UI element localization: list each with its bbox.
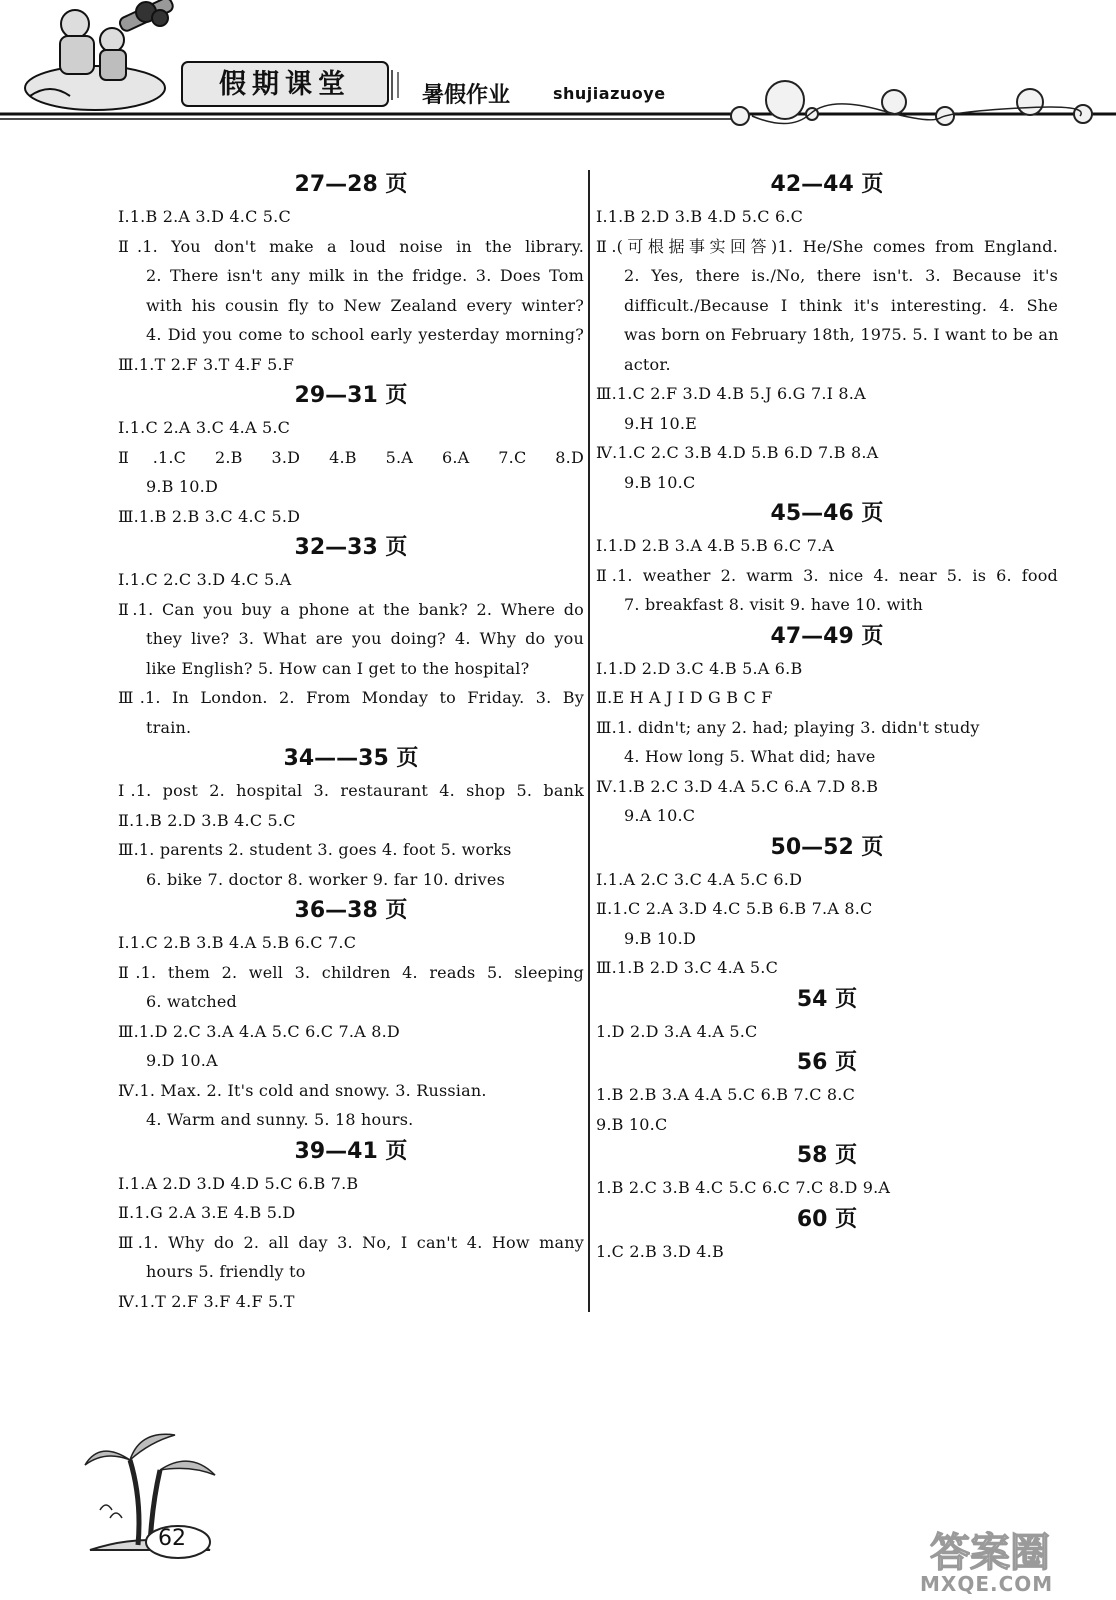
answer-line: Ⅲ.1. didn't; any 2. had; playing 3. didn't study xyxy=(596,717,980,737)
answer-line: 9.H 10.E xyxy=(624,413,698,433)
answer-line: Ⅱ.E H A J I D G B C F xyxy=(596,688,773,707)
answer-line: they live? 3. What are you doing? 4. Why do you xyxy=(146,629,584,648)
brand-title: 假期课堂 xyxy=(219,69,351,100)
answer-line: 9.D 10.A xyxy=(146,1051,218,1070)
section-title: 29—31 页 xyxy=(294,383,408,408)
answer-line: train. xyxy=(146,717,192,737)
answer-column-right xyxy=(596,168,1058,1266)
answer-line: 9.B 10.C xyxy=(624,472,696,492)
page-header xyxy=(0,0,1116,140)
answer-line: Ⅱ.(可根据事实回答)1. He/She comes from England. xyxy=(596,236,1058,256)
answer-line: Ⅰ.1.A 2.D 3.D 4.D 5.C 6.B 7.B xyxy=(118,1173,359,1193)
answer-line: Ⅳ.1.C 2.C 3.B 4.D 5.B 6.D 7.B 8.A xyxy=(596,443,879,462)
section-title: 56 页 xyxy=(796,1050,858,1075)
section-title: 60 页 xyxy=(796,1206,858,1232)
header-subtitle: 暑假作业 xyxy=(422,83,511,108)
answer-line: Ⅰ.1.C 2.A 3.C 4.A 5.C xyxy=(118,418,291,437)
svg-text:答案圈: 答案圈 xyxy=(930,1530,1050,1576)
answer-line: Ⅱ.1. Can you buy a phone at the bank? 2. Where do xyxy=(118,599,584,619)
answer-line: Ⅱ.1.C 2.B 3.D 4.B 5.A 6.A 7.C 8.D xyxy=(118,447,584,467)
answer-line: 4. Warm and sunny. 5. 18 hours. xyxy=(146,1110,414,1129)
answer-line: Ⅰ.1.B 2.A 3.D 4.C 5.C xyxy=(118,207,291,226)
header-decoration xyxy=(0,0,1116,140)
palm-tree-illustration xyxy=(80,1420,220,1560)
answer-line: difficult./Because I think it's interesting. 4. She xyxy=(624,295,1058,315)
answer-line: Ⅳ.1.T 2.F 3.F 4.F 5.T xyxy=(118,1291,295,1311)
answer-line: Ⅰ.1.D 2.D 3.C 4.B 5.A 6.B xyxy=(596,658,803,678)
answer-line: Ⅱ.1. You don't make a loud noise in the library. xyxy=(118,236,584,256)
answer-line: Ⅲ.1.D 2.C 3.A 4.A 5.C 6.C 7.A 8.D xyxy=(118,1021,400,1041)
answer-line: 9.B 10.C xyxy=(596,1114,668,1134)
answer-line: 1.B 2.B 3.A 4.A 5.C 6.B 7.C 8.C xyxy=(596,1085,856,1104)
section-title: 42—44 页 xyxy=(770,172,884,197)
answer-line: 6. bike 7. doctor 8. worker 9. far 10. drives xyxy=(146,869,505,889)
answer-line: 1.B 2.C 3.B 4.C 5.C 6.C 7.C 8.D 9.A xyxy=(596,1178,891,1197)
watermark-text: MXQE.COM xyxy=(920,1572,1054,1596)
page-number: 62 xyxy=(158,1526,186,1551)
answer-line: 9.B 10.D xyxy=(146,477,218,496)
answer-line: Ⅳ.1.B 2.C 3.D 4.A 5.C 6.A 7.D 8.B xyxy=(596,776,879,796)
section-title: 50—52 页 xyxy=(770,834,884,860)
answer-line: 1.C 2.B 3.D 4.B xyxy=(596,1241,724,1261)
answer-line: Ⅲ.1.B 2.D 3.C 4.A 5.C xyxy=(596,958,779,977)
answer-line: Ⅲ.1.T 2.F 3.T 4.F 5.F xyxy=(118,354,295,374)
section-title: 58 页 xyxy=(796,1143,858,1168)
answer-line: Ⅰ.1.C 2.B 3.B 4.A 5.B 6.C 7.C xyxy=(118,933,357,952)
section-title: 47—49 页 xyxy=(770,623,884,649)
section-title: 39—41 页 xyxy=(294,1138,408,1164)
answer-line: Ⅱ.1. weather 2. warm 3. nice 4. near 5. is 6. food xyxy=(596,565,1058,585)
answer-line: Ⅲ.1. Why do 2. all day 3. No, I can't 4. How many xyxy=(118,1232,584,1252)
answer-line: hours 5. friendly to xyxy=(146,1262,306,1281)
answer-line: with his cousin fly to New Zealand every winter? xyxy=(146,295,584,315)
section-title: 54 页 xyxy=(796,986,858,1012)
kids-telescope-illustration xyxy=(25,0,175,110)
answer-line: Ⅳ.1. Max. 2. It's cold and snowy. 3. Russian. xyxy=(118,1080,487,1100)
answer-line: Ⅲ.1. In London. 2. From Monday to Friday. 3. By xyxy=(118,688,584,707)
answer-line: 9.A 10.C xyxy=(624,806,696,825)
answer-line: Ⅱ.1. them 2. well 3. children 4. reads 5. sleeping xyxy=(118,962,584,982)
answer-line: 2. There isn't any milk in the fridge. 3. Does Tom xyxy=(146,266,584,285)
answer-line: actor. xyxy=(624,354,671,374)
column-divider xyxy=(588,170,590,1312)
answer-line: Ⅰ.1.C 2.C 3.D 4.C 5.A xyxy=(118,570,292,589)
answer-line: 2. Yes, there is./No, there isn't. 3. Because it's xyxy=(624,266,1058,285)
answer-column-left xyxy=(118,168,584,1316)
section-title: 34——35 页 xyxy=(283,746,419,771)
answer-line: Ⅱ.1.B 2.D 3.B 4.C 5.C xyxy=(118,810,296,830)
answer-line: 4. How long 5. What did; have xyxy=(624,747,876,766)
answer-line: Ⅰ.1. post 2. hospital 3. restaurant 4. shop 5. bank xyxy=(118,781,584,800)
answer-line: Ⅱ.1.C 2.A 3.D 4.C 5.B 6.B 7.A 8.C xyxy=(596,899,873,918)
answer-line: 4. Did you come to school early yesterday morning? xyxy=(146,325,584,344)
section-title: 27—28 页 xyxy=(294,172,408,197)
answer-line: 7. breakfast 8. visit 9. have 10. with xyxy=(624,595,923,614)
answer-line: Ⅲ.1.C 2.F 3.D 4.B 5.J 6.G 7.I 8.A xyxy=(596,384,866,403)
answer-line: Ⅲ.1. parents 2. student 3. goes 4. foot 5. works xyxy=(118,840,512,859)
section-title: 45—46 页 xyxy=(770,501,884,526)
header-pinyin: shujiazuoye xyxy=(553,84,666,103)
answer-line: 6. watched xyxy=(146,992,237,1011)
bubbles-decoration xyxy=(731,81,1092,125)
answer-line: was born on February 18th, 1975. 5. I want to be an xyxy=(624,325,1059,344)
answer-line: like English? 5. How can I get to the hospital? xyxy=(146,658,530,678)
answer-line: Ⅰ.1.B 2.D 3.B 4.D 5.C 6.C xyxy=(596,207,804,226)
answer-line: Ⅰ.1.D 2.B 3.A 4.B 5.B 6.C 7.A xyxy=(596,536,835,555)
section-title: 32—33 页 xyxy=(294,535,408,560)
answer-line: Ⅰ.1.A 2.C 3.C 4.A 5.C 6.D xyxy=(596,869,803,889)
answer-line: 1.D 2.D 3.A 4.A 5.C xyxy=(596,1021,758,1041)
answer-line: Ⅱ.1.G 2.A 3.E 4.B 5.D xyxy=(118,1203,296,1222)
answer-line: 9.B 10.D xyxy=(624,928,696,948)
section-title: 36—38 页 xyxy=(294,898,408,923)
answer-line: Ⅲ.1.B 2.B 3.C 4.C 5.D xyxy=(118,506,301,526)
